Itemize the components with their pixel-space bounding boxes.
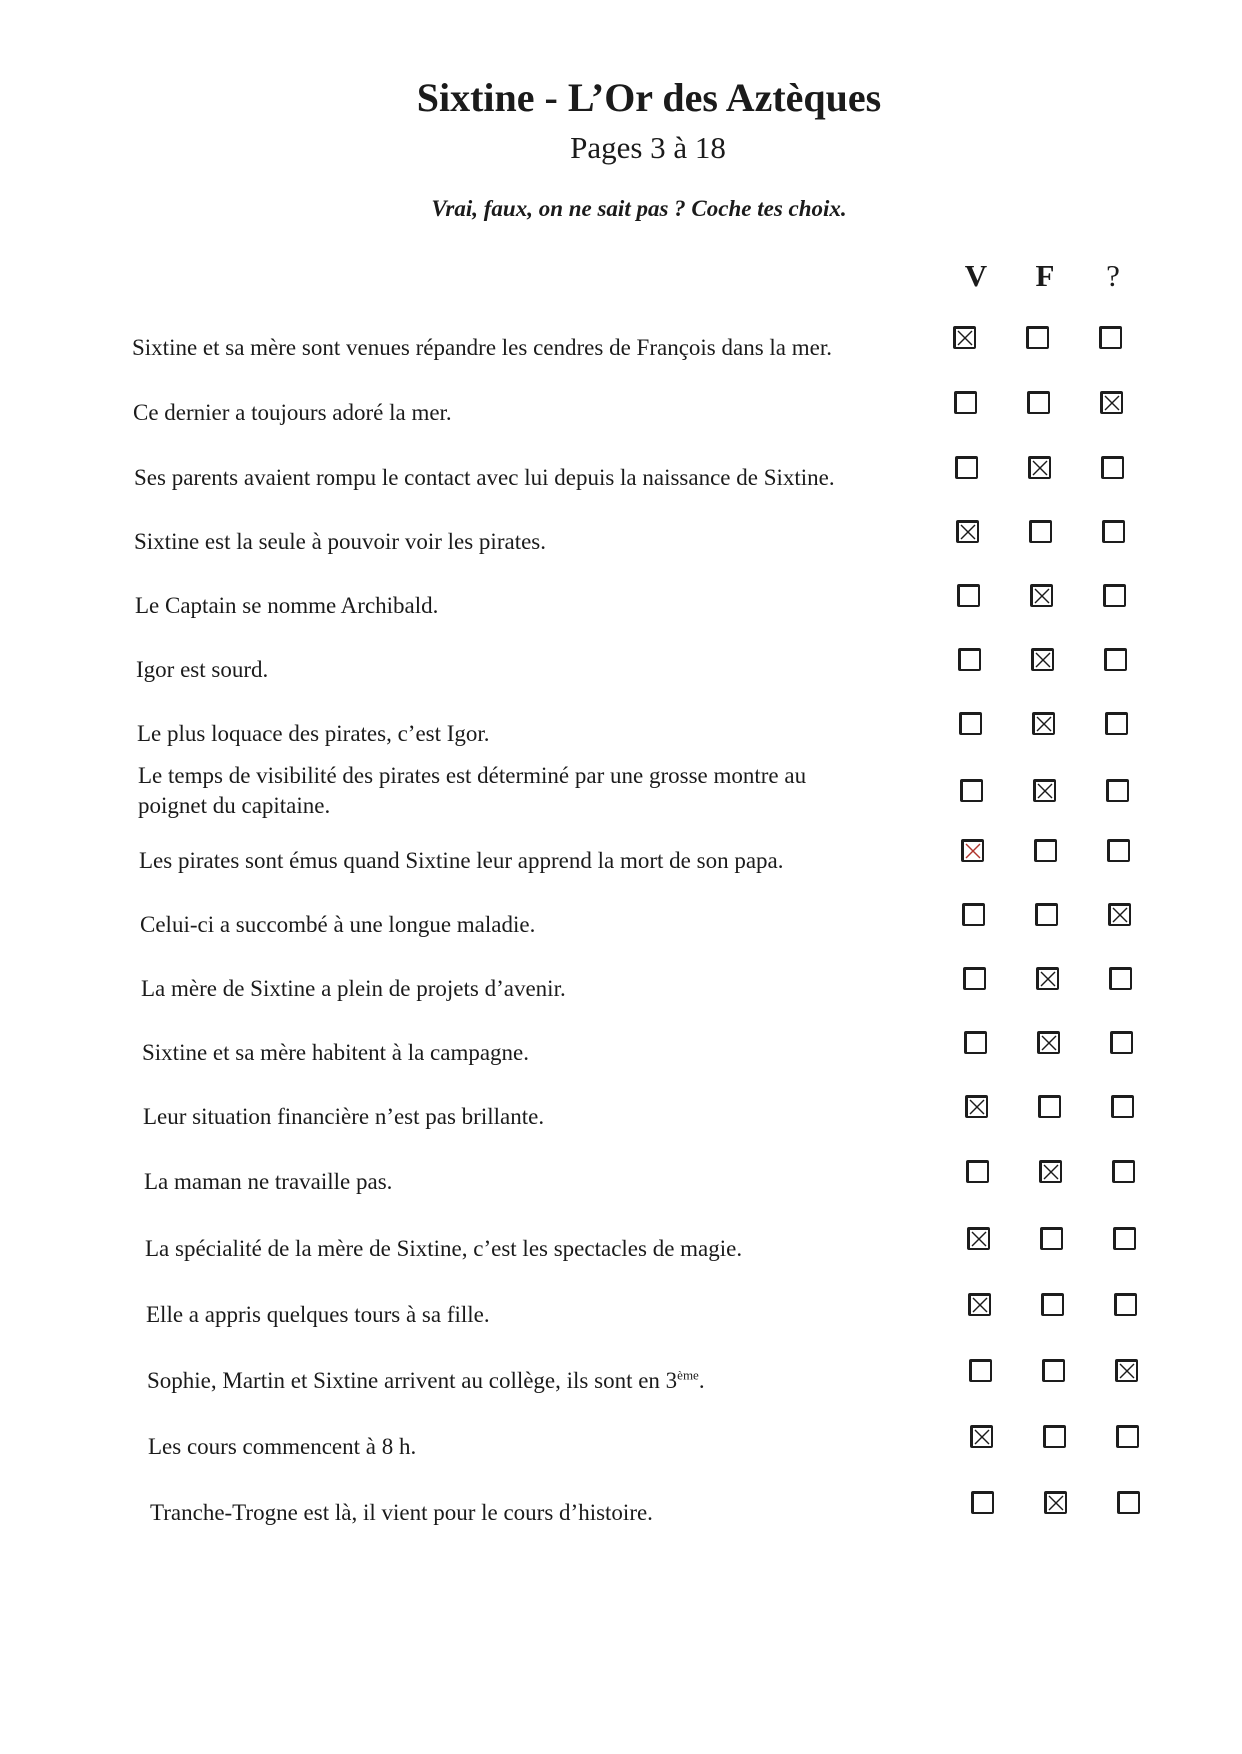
question-statement: Sixtine est la seule à pouvoir voir les pirates. bbox=[134, 529, 546, 554]
checkbox-vrai[interactable] bbox=[960, 779, 983, 802]
checkbox-faux[interactable] bbox=[1040, 1227, 1063, 1250]
question-statement: Igor est sourd. bbox=[136, 657, 269, 682]
question-text bbox=[134, 463, 835, 493]
question-row bbox=[0, 763, 1242, 825]
checkbox-unknown[interactable] bbox=[1107, 839, 1130, 862]
question-text bbox=[132, 333, 832, 363]
question-row bbox=[0, 1041, 1242, 1081]
question-statement-line2: poignet du capitaine. bbox=[138, 793, 331, 818]
instruction: Vrai, faux, on ne sait pas ? Coche tes choix. bbox=[431, 196, 847, 221]
question-statement: Les cours commencent à 8 h. bbox=[148, 1434, 417, 1459]
question-statement: Leur situation financière n’est pas brillante. bbox=[143, 1104, 545, 1129]
checkbox-faux[interactable] bbox=[1030, 584, 1053, 607]
check-mark-icon bbox=[1031, 459, 1049, 477]
question-statement: Tranche-Trogne est là, il vient pour le cours d’histoire. bbox=[150, 1500, 653, 1525]
checkbox-faux[interactable] bbox=[1029, 520, 1052, 543]
check-mark-icon bbox=[970, 1230, 988, 1248]
checkbox-unknown[interactable] bbox=[1116, 1425, 1139, 1448]
question-statement: Sixtine et sa mère sont venues répandre les cendres de François dans la mer. bbox=[132, 335, 832, 360]
question-statement: La maman ne travaille pas. bbox=[144, 1169, 393, 1194]
checkbox-unknown[interactable] bbox=[1100, 391, 1123, 414]
question-statement: Elle a appris quelques tours à sa fille. bbox=[146, 1302, 490, 1327]
question-text bbox=[136, 655, 268, 685]
check-mark-icon bbox=[1033, 587, 1051, 605]
checkbox-vrai[interactable] bbox=[968, 1293, 991, 1316]
statement-tail: . bbox=[698, 1368, 705, 1393]
checkbox-unknown[interactable] bbox=[1103, 584, 1126, 607]
check-mark-icon bbox=[973, 1428, 991, 1446]
checkbox-faux[interactable] bbox=[1044, 1491, 1067, 1514]
question-row bbox=[0, 1369, 1242, 1409]
question-text bbox=[140, 910, 535, 940]
question-statement: Ses parents avaient rompu le contact avec lui depuis la naissance de Sixtine. bbox=[134, 465, 835, 490]
check-mark-icon bbox=[1118, 1362, 1136, 1380]
question-row bbox=[0, 1501, 1242, 1541]
checkbox-vrai[interactable] bbox=[961, 839, 984, 862]
question-statement: Les pirates sont émus quand Sixtine leur apprend la mort de son papa. bbox=[139, 848, 784, 873]
checkbox-unknown[interactable] bbox=[1105, 712, 1128, 735]
checkbox-vrai[interactable] bbox=[953, 326, 976, 349]
question-text bbox=[141, 974, 566, 1004]
question-statement: Le temps de visibilité des pirates est déterminé par une grosse montre au bbox=[138, 763, 807, 788]
checkbox-faux[interactable] bbox=[1043, 1425, 1066, 1448]
checkbox-unknown[interactable] bbox=[1101, 456, 1124, 479]
checkbox-unknown[interactable] bbox=[1111, 1095, 1134, 1118]
question-row bbox=[0, 466, 1242, 506]
checkbox-unknown[interactable] bbox=[1106, 779, 1129, 802]
checkbox-vrai[interactable] bbox=[970, 1425, 993, 1448]
column-header-unknown: ? bbox=[1106, 258, 1120, 293]
question-text bbox=[133, 398, 452, 428]
check-mark-icon bbox=[1035, 715, 1053, 733]
checkbox-unknown[interactable] bbox=[1117, 1491, 1140, 1514]
checkbox-faux[interactable] bbox=[1027, 391, 1050, 414]
checkbox-faux[interactable] bbox=[1031, 648, 1054, 671]
question-text bbox=[139, 846, 783, 876]
checkbox-unknown[interactable] bbox=[1114, 1293, 1137, 1316]
checkbox-faux[interactable] bbox=[1026, 326, 1049, 349]
checkbox-unknown[interactable] bbox=[1112, 1160, 1135, 1183]
question-row bbox=[0, 913, 1242, 953]
checkbox-faux[interactable] bbox=[1042, 1359, 1065, 1382]
question-row bbox=[0, 594, 1242, 634]
checkbox-vrai[interactable] bbox=[971, 1491, 994, 1514]
check-mark-icon bbox=[1040, 1034, 1058, 1052]
checkbox-vrai[interactable] bbox=[964, 1031, 987, 1054]
checkbox-unknown[interactable] bbox=[1115, 1359, 1138, 1382]
checkbox-vrai[interactable] bbox=[955, 456, 978, 479]
question-statement: Sophie, Martin et Sixtine arrivent au collège, ils sont en 3 bbox=[147, 1368, 678, 1393]
check-mark-icon bbox=[1042, 1163, 1060, 1181]
question-statement: Le Captain se nomme Archibald. bbox=[135, 593, 439, 618]
check-mark-icon bbox=[964, 842, 982, 860]
question-text bbox=[146, 1300, 490, 1330]
page-range: Pages 3 à 18 bbox=[570, 130, 726, 165]
question-row bbox=[0, 722, 1242, 762]
question-statement: Ce dernier a toujours adoré la mer. bbox=[133, 400, 452, 425]
question-row bbox=[0, 977, 1242, 1017]
question-text bbox=[145, 1234, 742, 1264]
check-mark-icon bbox=[971, 1296, 989, 1314]
question-text bbox=[148, 1432, 416, 1462]
checkbox-vrai[interactable] bbox=[958, 648, 981, 671]
check-mark-icon bbox=[968, 1098, 986, 1116]
question-row bbox=[0, 401, 1242, 441]
ordinal-superscript: ème bbox=[677, 1367, 699, 1383]
check-mark-icon bbox=[1047, 1494, 1065, 1512]
checkbox-vrai[interactable] bbox=[966, 1160, 989, 1183]
question-text bbox=[143, 1102, 544, 1132]
check-mark-icon bbox=[1111, 906, 1129, 924]
checkbox-vrai[interactable] bbox=[965, 1095, 988, 1118]
checkbox-unknown[interactable] bbox=[1099, 326, 1122, 349]
checkbox-faux[interactable] bbox=[1032, 712, 1055, 735]
check-mark-icon bbox=[1039, 970, 1057, 988]
question-statement: Celui-ci a succombé à une longue maladie. bbox=[140, 912, 536, 937]
check-mark-icon bbox=[1034, 651, 1052, 669]
checkbox-faux[interactable] bbox=[1034, 839, 1057, 862]
question-row bbox=[0, 658, 1242, 698]
question-statement: La mère de Sixtine a plein de projets d’avenir. bbox=[141, 976, 566, 1001]
checkbox-faux[interactable] bbox=[1028, 456, 1051, 479]
checkbox-unknown[interactable] bbox=[1102, 520, 1125, 543]
question-text bbox=[134, 527, 546, 557]
check-mark-icon bbox=[956, 329, 974, 347]
question-row bbox=[0, 530, 1242, 570]
question-row bbox=[0, 1435, 1242, 1475]
column-header-vrai: V bbox=[964, 258, 988, 293]
checkbox-unknown[interactable] bbox=[1113, 1227, 1136, 1250]
column-header-faux: F bbox=[1035, 258, 1055, 293]
question-text bbox=[142, 1038, 529, 1068]
question-text bbox=[135, 591, 438, 621]
checkbox-faux[interactable] bbox=[1033, 779, 1056, 802]
checkbox-vrai[interactable] bbox=[967, 1227, 990, 1250]
checkbox-faux[interactable] bbox=[1039, 1160, 1062, 1183]
checkbox-vrai[interactable] bbox=[957, 584, 980, 607]
check-mark-icon bbox=[1036, 782, 1054, 800]
checkbox-unknown[interactable] bbox=[1109, 967, 1132, 990]
checkbox-faux[interactable] bbox=[1038, 1095, 1061, 1118]
question-text bbox=[138, 761, 806, 821]
checkbox-vrai[interactable] bbox=[963, 967, 986, 990]
checkbox-faux[interactable] bbox=[1035, 903, 1058, 926]
checkbox-faux[interactable] bbox=[1037, 1031, 1060, 1054]
worksheet-title: Sixtine - L’Or des Aztèques bbox=[416, 75, 882, 120]
question-statement: Sixtine et sa mère habitent à la campagne. bbox=[142, 1040, 530, 1065]
checkbox-vrai[interactable] bbox=[962, 903, 985, 926]
checkbox-unknown[interactable] bbox=[1108, 903, 1131, 926]
question-statement: La spécialité de la mère de Sixtine, c’est les spectacles de magie. bbox=[145, 1236, 743, 1261]
question-statement: Le plus loquace des pirates, c’est Igor. bbox=[137, 721, 490, 746]
question-row bbox=[0, 1105, 1242, 1145]
checkbox-vrai[interactable] bbox=[959, 712, 982, 735]
question-row bbox=[0, 1237, 1242, 1277]
checkbox-vrai[interactable] bbox=[954, 391, 977, 414]
checkbox-unknown[interactable] bbox=[1104, 648, 1127, 671]
checkbox-vrai[interactable] bbox=[969, 1359, 992, 1382]
question-row bbox=[0, 1303, 1242, 1343]
question-row bbox=[0, 1170, 1242, 1210]
checkbox-unknown[interactable] bbox=[1110, 1031, 1133, 1054]
checkbox-vrai[interactable] bbox=[956, 520, 979, 543]
question-row bbox=[0, 849, 1242, 889]
question-text bbox=[137, 719, 490, 749]
check-mark-icon bbox=[1103, 394, 1121, 412]
checkbox-faux[interactable] bbox=[1036, 967, 1059, 990]
question-row bbox=[0, 336, 1242, 376]
question-text bbox=[144, 1167, 392, 1197]
check-mark-icon bbox=[959, 523, 977, 541]
question-text bbox=[147, 1366, 705, 1396]
question-text bbox=[150, 1498, 653, 1528]
checkbox-faux[interactable] bbox=[1041, 1293, 1064, 1316]
